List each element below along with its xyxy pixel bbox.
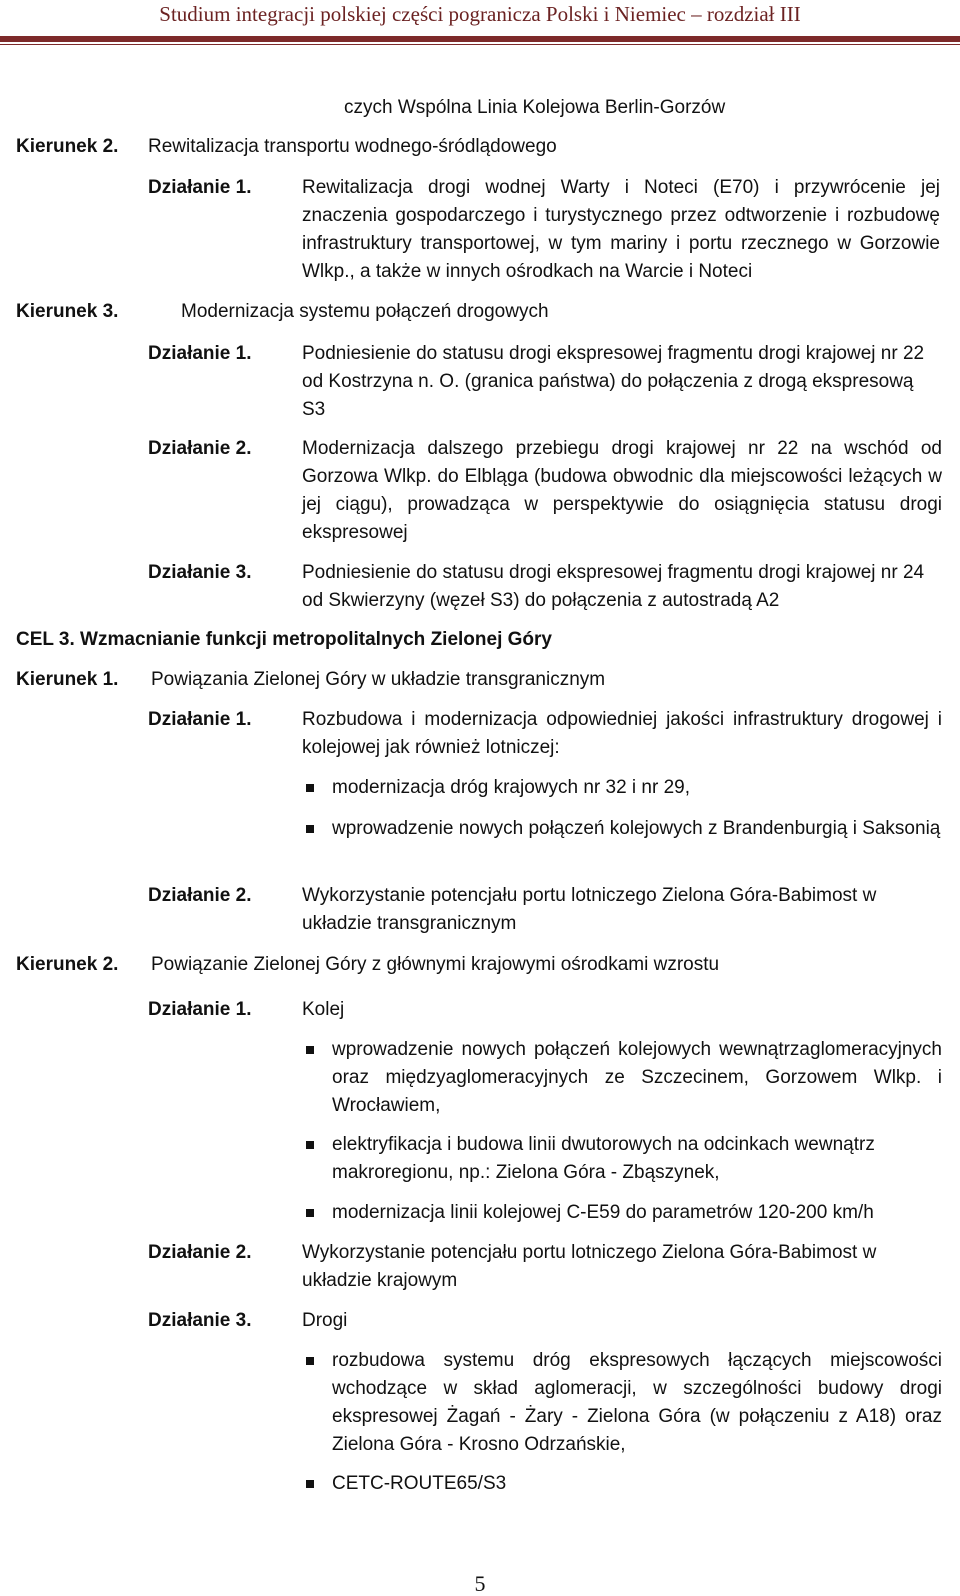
c3-kierunek-2-text: Powiązanie Zielonej Góry z głównymi krajowymi ośrodkami wzrostu [151,954,720,975]
running-header: Studium integracji polskiej części pogranicza Polski i Niemiec – rozdział III [159,2,801,26]
c3-kierunek-1-text: Powiązania Zielonej Góry w układzie transgranicznym [151,669,606,690]
c3k2-dzialanie-3-label: Działanie 3. [148,1310,252,1331]
c3k2-dzialanie-1-label: Działanie 1. [148,999,252,1020]
k3-dzialanie-2-text: Modernizacja dalszego przebiegu drogi krajowej nr 22 na wschód od Gorzowa Wlkp. do Elbląga (budowa obwodnic dla miejscowości leżących w jej ciągu), prowadząca w perspektywie do osiągnięcia statusu drogi ekspresowej [302,438,942,543]
c3k2-dzialanie-2-text: Wykorzystanie potencjału portu lotniczego Zielona Góra-Babimost w układzie krajowym [302,1242,877,1291]
k3-dzialanie-2-label: Działanie 2. [148,438,252,459]
k3-dzialanie-1-text: Podniesienie do statusu drogi ekspresowej fragmentu drogi krajowej nr 22 od Kostrzyna n. O. (granica państwa) do połączenia z drogą ekspresową S3 [302,343,925,420]
c3k1-dzialanie-2-text: Wykorzystanie potencjału portu lotniczego Zielona Góra-Babimost w układzie transgranicznym [302,885,877,934]
c3k2-d1-bullet-1: wprowadzenie nowych połączeń kolejowych wewnątrzaglomeracyjnych oraz międzyaglomeracyjnych ze Szczecinem, Gorzowem Wlkp. i Wrocławiem, [332,1039,942,1116]
bullet-marker [306,784,314,792]
continuation-line: czych Wspólna Linia Kolejowa Berlin-Gorzów [344,97,726,118]
bullet-marker [306,1357,314,1365]
bullet-marker [306,1209,314,1217]
c3k1-d1-bullet-2: wprowadzenie nowych połączeń kolejowych z Brandenburgią i Saksonią [332,818,941,839]
k3-dzialanie-3-label: Działanie 3. [148,562,252,583]
kierunek-3-label: Kierunek 3. [16,301,119,322]
header-rule-thin [0,44,960,45]
header-rule [0,36,960,42]
bullet-marker [306,1046,314,1054]
c3k2-d1-bullet-2: elektryfikacja i budowa linii dwutorowych na odcinkach wewnątrz makroregionu, np.: Zielona Góra - Zbąszynek, [332,1134,875,1183]
c3k1-dzialanie-2-label: Działanie 2. [148,885,252,906]
cel-3-heading: CEL 3. Wzmacnianie funkcji metropolitalnych Zielonej Góry [16,629,552,650]
kierunek-2-text: Rewitalizacja transportu wodnego-śródlądowego [148,136,557,157]
k2-dzialanie-1-text: Rewitalizacja drogi wodnej Warty i Noteci (E70) i przywrócenie jej znaczenia gospodarczego i turystycznego przez odtworzenie i rozbudowę infrastruktury transportowej, w tym mariny i portu rzecznego w Gorzowie Wlkp., a także w innych ośrodkach na Warcie i Noteci [302,177,940,282]
c3k2-dzialanie-2-label: Działanie 2. [148,1242,252,1263]
c3-kierunek-1-label: Kierunek 1. [16,669,119,690]
kierunek-2-label: Kierunek 2. [16,136,119,157]
c3k2-d1-bullet-3: modernizacja linii kolejowej C-E59 do parametrów 120-200 km/h [332,1202,874,1223]
c3k2-d3-bullet-2: CETC-ROUTE65/S3 [332,1473,507,1494]
c3k1-dzialanie-1-text: Rozbudowa i modernizacja odpowiedniej jakości infrastruktury drogowej i kolejowej jak również lotniczej: [302,709,942,758]
c3-kierunek-2-label: Kierunek 2. [16,954,119,975]
c3k2-dzialanie-3-text: Drogi [302,1310,348,1331]
bullet-marker [306,1141,314,1149]
bullet-marker [306,1480,314,1488]
k3-dzialanie-1-label: Działanie 1. [148,343,252,364]
c3k1-dzialanie-1-label: Działanie 1. [148,709,252,730]
k3-dzialanie-3-text: Podniesienie do statusu drogi ekspresowej fragmentu drogi krajowej nr 24 od Skwierzyny (węzeł S3) do połączenia z autostradą A2 [302,562,925,611]
kierunek-3-text: Modernizacja systemu połączeń drogowych [181,301,549,322]
c3k2-dzialanie-1-text: Kolej [302,999,345,1020]
c3k1-d1-bullet-1: modernizacja dróg krajowych nr 32 i nr 29, [332,777,691,798]
c3k2-d3-bullet-1: rozbudowa systemu dróg ekspresowych łączących miejscowości wchodzące w skład aglomeracji, w szczególności budowy drogi ekspresowej Żagań - Żary - Zielona Góra (w połączeniu z A18) oraz Zielona Góra - Krosno Odrzańskie, [332,1350,942,1455]
page-number: 5 [474,1571,486,1596]
k2-dzialanie-1-label: Działanie 1. [148,177,252,198]
bullet-marker [306,825,314,833]
